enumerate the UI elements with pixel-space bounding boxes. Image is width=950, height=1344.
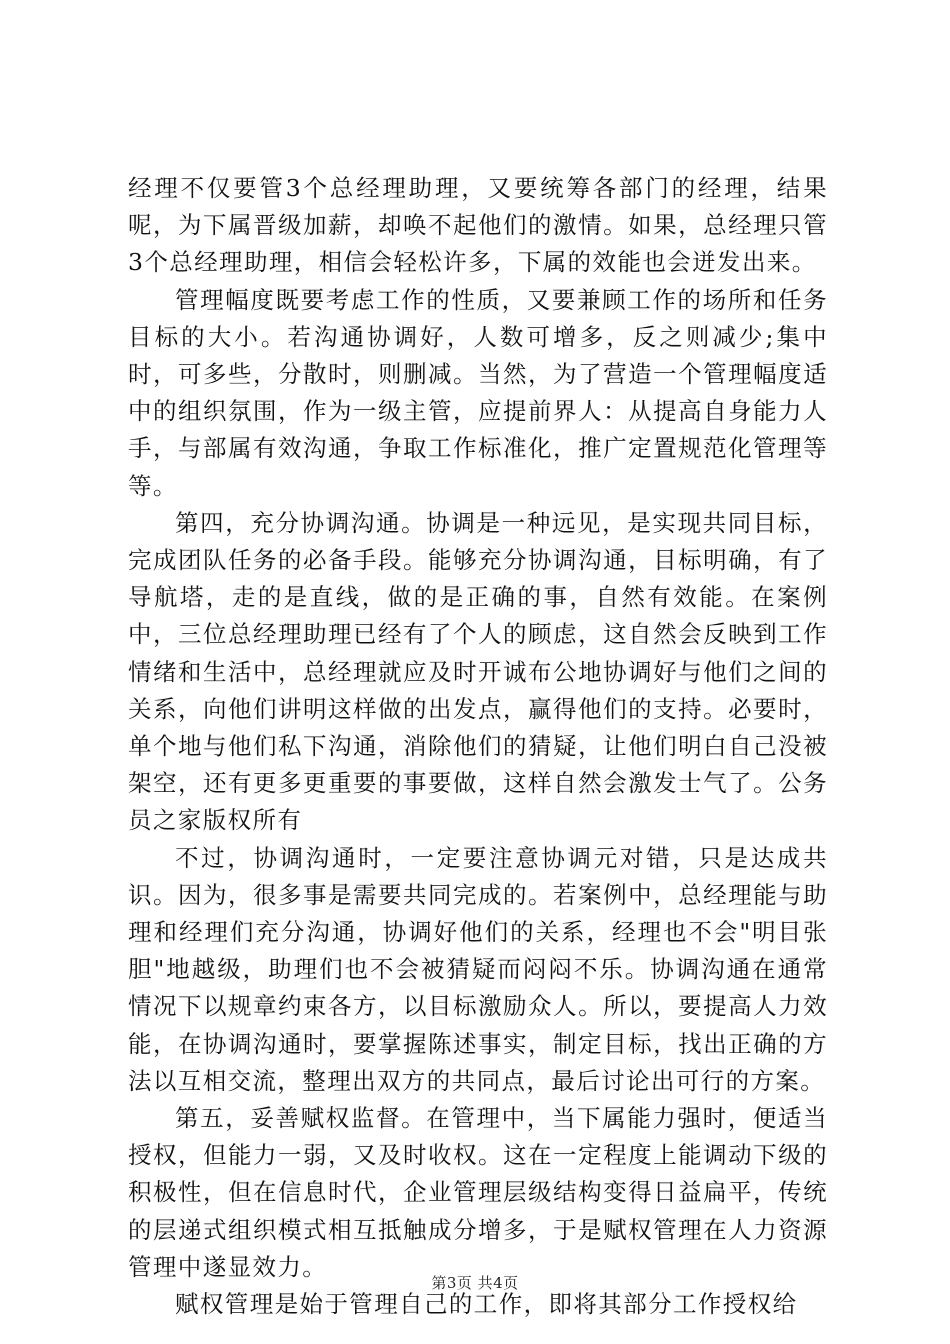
paragraph-management-span: 管理幅度既要考虑工作的性质，又要兼顾工作的场所和任务目标的大小。若沟通协调好，人数可增多，反之则减少;集中时，可多些，分散时，则删减。当然，为了营造一个管理幅度适中的组织氛围，作为一级主管，应提前界人：从提高自身能力人手，与部属有效沟通，争取工作标准化，推广定置规范化管理等等。 bbox=[128, 285, 828, 500]
page-footer: 第3页 共4页 bbox=[431, 1274, 519, 1292]
paragraph-continued: 经理不仅要管3个总经理助理，又要统筹各部门的经理，结果呢，为下属晋级加薪，却唤不起他们的激情。如果，总经理只管3个总经理助理，相信会轻松许多，下属的效能也会迸发出来。 bbox=[128, 174, 828, 277]
body-text bbox=[128, 170, 828, 1323]
paragraph-empowerment: 赋权管理是始于管理自己的工作，即将其部分工作授权给 bbox=[175, 1290, 798, 1319]
paragraph-coordination: 不过，协调沟通时，一定要注意协调元对错，只是达成共识。因为，很多事是需要共同完成的。若案例中，总经理能与助理和经理们充分沟通，协调好他们的关系，经理也不会"明目张胆"地越级，助理们也不会被猜疑而闷闷不乐。协调沟通在通常情况下以规章约束各方，以目标激励众人。所以，要提高人力效能，在协调沟通时，要掌握陈述事实，制定目标，找出正确的方法以互相交流，整理出双方的共同点，最后讨论出可行的方案。 bbox=[128, 843, 828, 1095]
paragraph-fourth-point: 第四，充分协调沟通。协调是一种远见，是实现共同目标，完成团队任务的必备手段。能够充分协调沟通，目标明确，有了导航塔，走的是直线，做的是正确的事，自然有效能。在案例中，三位总经理助理已经有了个人的顾虑，这自然会反映到工作情绪和生活中，总经理就应及时开诚布公地协调好与他们之间的关系，向他们讲明这样做的出发点，赢得他们的支持。必要时，单个地与他们私下沟通，消除他们的猜疑，让他们明白自己没被架空，还有更多更重要的事要做，这样自然会激发士气了。公务员之家版权所有 bbox=[128, 508, 828, 835]
paragraph-fifth-point: 第五，妥善赋权监督。在管理中，当下属能力强时，便适当授权，但能力一弱，又及时收权。这在一定程度上能调动下级的积极性，但在信息时代，企业管理层级结构变得日益扁平，传统的层递式组织模式相互抵触成分增多，于是赋权管理在人力资源管理中遂显效力。 bbox=[128, 1104, 828, 1281]
